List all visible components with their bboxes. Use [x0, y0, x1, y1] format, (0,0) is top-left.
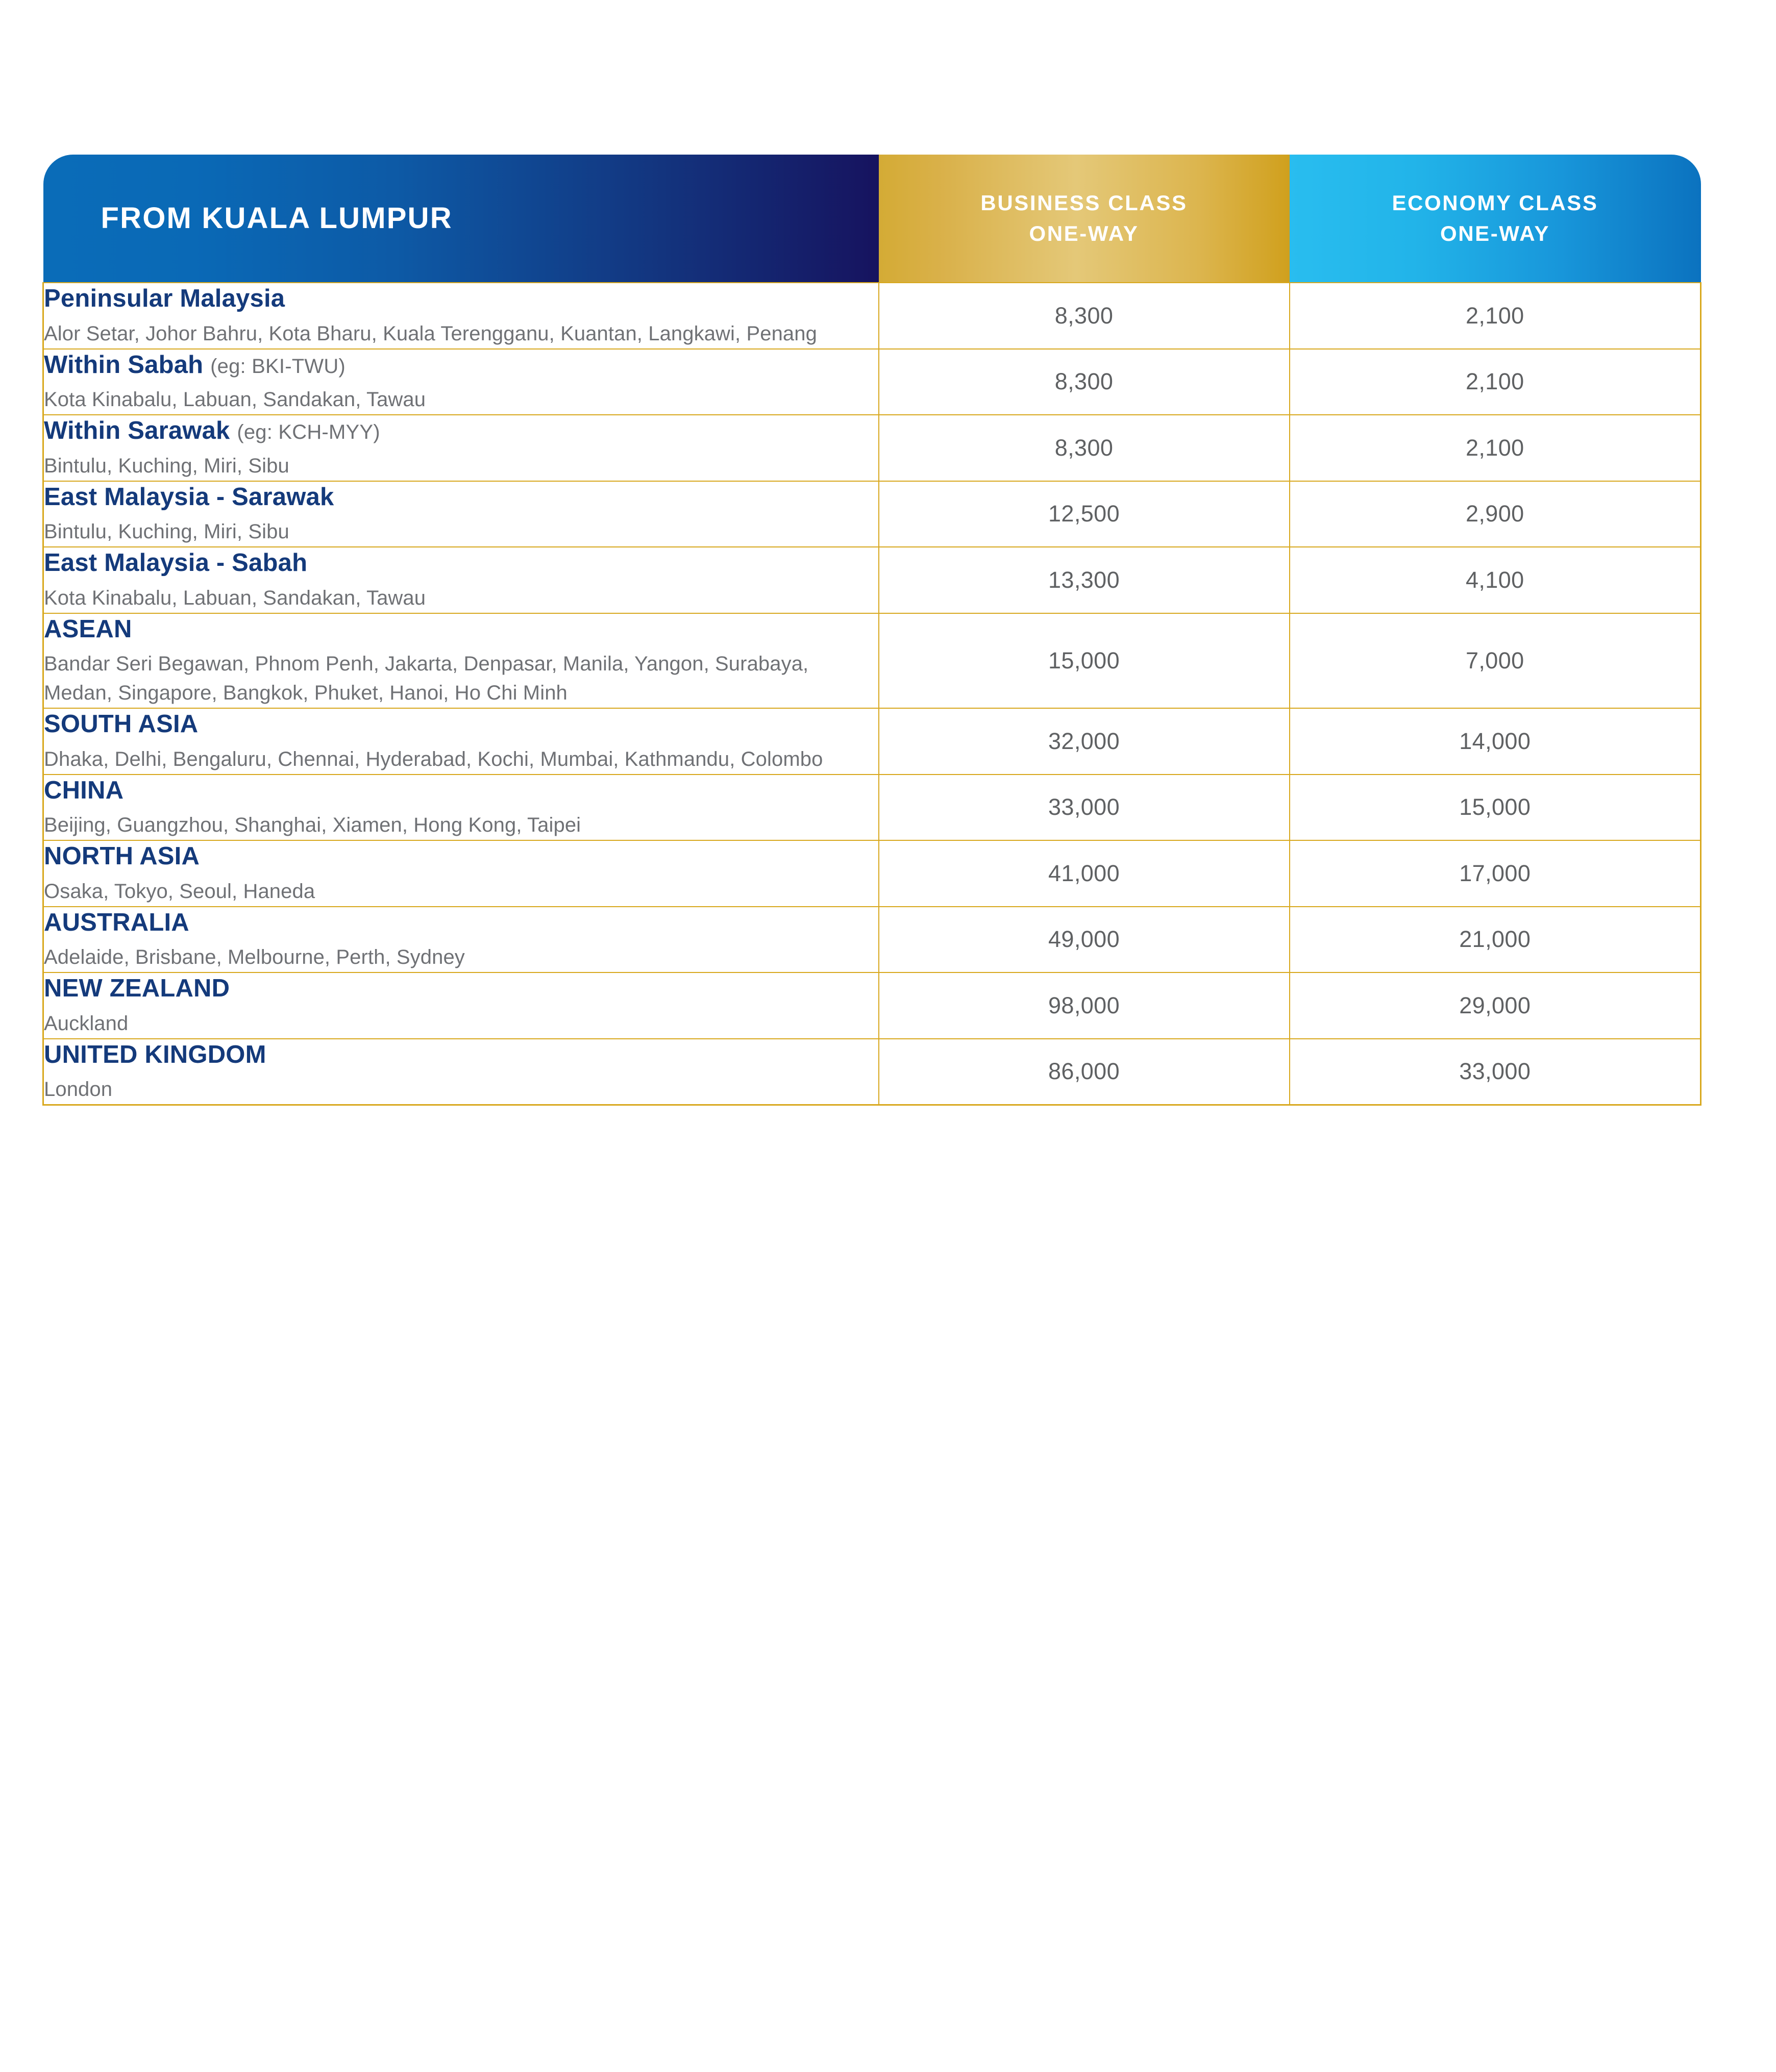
region-title: ASEAN [44, 615, 132, 643]
region-title-text: Within Sabah [44, 351, 204, 379]
economy-class-fare: 15,000 [1290, 775, 1701, 841]
column-header-origin [43, 155, 879, 283]
column-header-business-class [879, 155, 1290, 283]
economy-class-fare: 2,100 [1290, 415, 1701, 481]
economy-class-oneway-label: ONE-WAY [1440, 221, 1550, 245]
table-row [43, 613, 1701, 708]
region-destinations: Bintulu, Kuching, Miri, Sibu [44, 520, 289, 543]
region-destinations: Bintulu, Kuching, Miri, Sibu [44, 454, 289, 477]
table-header [43, 155, 1701, 283]
region-cell [43, 415, 879, 481]
economy-class-fare: 2,100 [1290, 283, 1701, 349]
region-example-code: (eg: KCH-MYY) [237, 421, 380, 444]
economy-class-fare: 21,000 [1290, 907, 1701, 973]
region-destinations: Bandar Seri Begawan, Phnom Penh, Jakarta, Denpasar, Manila, Yangon, Surabaya, Medan, Singapore, Bangkok, Phuket, Hanoi, Ho Chi Minh [44, 653, 809, 705]
region-title: NORTH ASIA [44, 842, 200, 870]
table-row [43, 415, 1701, 481]
table-row [43, 547, 1701, 613]
table-row [43, 481, 1701, 547]
business-class-fare: 8,300 [879, 415, 1290, 481]
table-row [43, 283, 1701, 349]
region-destinations: Kota Kinabalu, Labuan, Sandakan, Tawau [44, 586, 426, 609]
region-cell [43, 708, 879, 775]
region-cell [43, 481, 879, 547]
business-class-fare: 86,000 [879, 1039, 1290, 1105]
region-destinations: Alor Setar, Johor Bahru, Kota Bharu, Kuala Terengganu, Kuantan, Langkawi, Penang [44, 322, 817, 345]
region-destinations: Dhaka, Delhi, Bengaluru, Chennai, Hyderabad, Kochi, Mumbai, Kathmandu, Colombo [44, 747, 823, 770]
region-title: CHINA [44, 776, 124, 804]
table-row [43, 972, 1701, 1039]
region-title: East Malaysia - Sabah [44, 549, 308, 577]
region-destinations: Adelaide, Brisbane, Melbourne, Perth, Sydney [44, 946, 465, 969]
economy-class-fare: 14,000 [1290, 708, 1701, 775]
region-title: UNITED KINGDOM [44, 1040, 266, 1068]
business-class-fare: 49,000 [879, 907, 1290, 973]
region-cell [43, 840, 879, 907]
region-cell [43, 283, 879, 349]
region-cell [43, 613, 879, 708]
region-destinations: Auckland [44, 1012, 129, 1035]
business-class-label: BUSINESS CLASS [980, 191, 1188, 215]
business-class-fare: 8,300 [879, 349, 1290, 415]
region-title [44, 415, 878, 447]
table-row [43, 775, 1701, 841]
region-destinations: Osaka, Tokyo, Seoul, Haneda [44, 880, 315, 903]
region-example-code: (eg: BKI-TWU) [210, 355, 346, 378]
economy-class-fare: 2,900 [1290, 481, 1701, 547]
business-class-fare: 13,300 [879, 547, 1290, 613]
region-title: AUSTRALIA [44, 908, 189, 936]
region-cell [43, 349, 879, 415]
economy-class-fare: 17,000 [1290, 840, 1701, 907]
region-title-text: Within Sarawak [44, 417, 230, 445]
business-class-fare: 33,000 [879, 775, 1290, 841]
header-row [43, 155, 1701, 283]
economy-class-fare: 7,000 [1290, 613, 1701, 708]
region-cell [43, 972, 879, 1039]
business-class-fare: 98,000 [879, 972, 1290, 1039]
origin-header-label: FROM KUALA LUMPUR [101, 202, 453, 235]
region-cell [43, 1039, 879, 1105]
region-title: SOUTH ASIA [44, 710, 199, 738]
table-row [43, 840, 1701, 907]
business-class-oneway-label: ONE-WAY [1029, 221, 1139, 245]
region-title: NEW ZEALAND [44, 975, 230, 1003]
region-title [44, 350, 878, 381]
business-class-fare: 12,500 [879, 481, 1290, 547]
economy-class-fare: 29,000 [1290, 972, 1701, 1039]
region-destinations: Beijing, Guangzhou, Shanghai, Xiamen, Hong Kong, Taipei [44, 814, 581, 837]
region-destinations: London [44, 1078, 113, 1101]
table-row [43, 349, 1701, 415]
region-destinations: Kota Kinabalu, Labuan, Sandakan, Tawau [44, 388, 426, 411]
region-cell [43, 907, 879, 973]
economy-class-fare: 2,100 [1290, 349, 1701, 415]
table-row [43, 1039, 1701, 1105]
business-class-fare: 8,300 [879, 283, 1290, 349]
economy-class-fare: 4,100 [1290, 547, 1701, 613]
table-row [43, 907, 1701, 973]
column-header-economy-class [1290, 155, 1701, 283]
business-class-fare: 15,000 [879, 613, 1290, 708]
economy-class-fare: 33,000 [1290, 1039, 1701, 1105]
region-title: East Malaysia - Sarawak [44, 483, 334, 511]
table-row [43, 708, 1701, 775]
region-cell [43, 547, 879, 613]
economy-class-label: ECONOMY CLASS [1392, 191, 1598, 215]
table-body [43, 283, 1701, 1105]
region-cell [43, 775, 879, 841]
region-title: Peninsular Malaysia [44, 285, 285, 312]
business-class-fare: 41,000 [879, 840, 1290, 907]
award-fare-table [42, 155, 1701, 1106]
business-class-fare: 32,000 [879, 708, 1290, 775]
